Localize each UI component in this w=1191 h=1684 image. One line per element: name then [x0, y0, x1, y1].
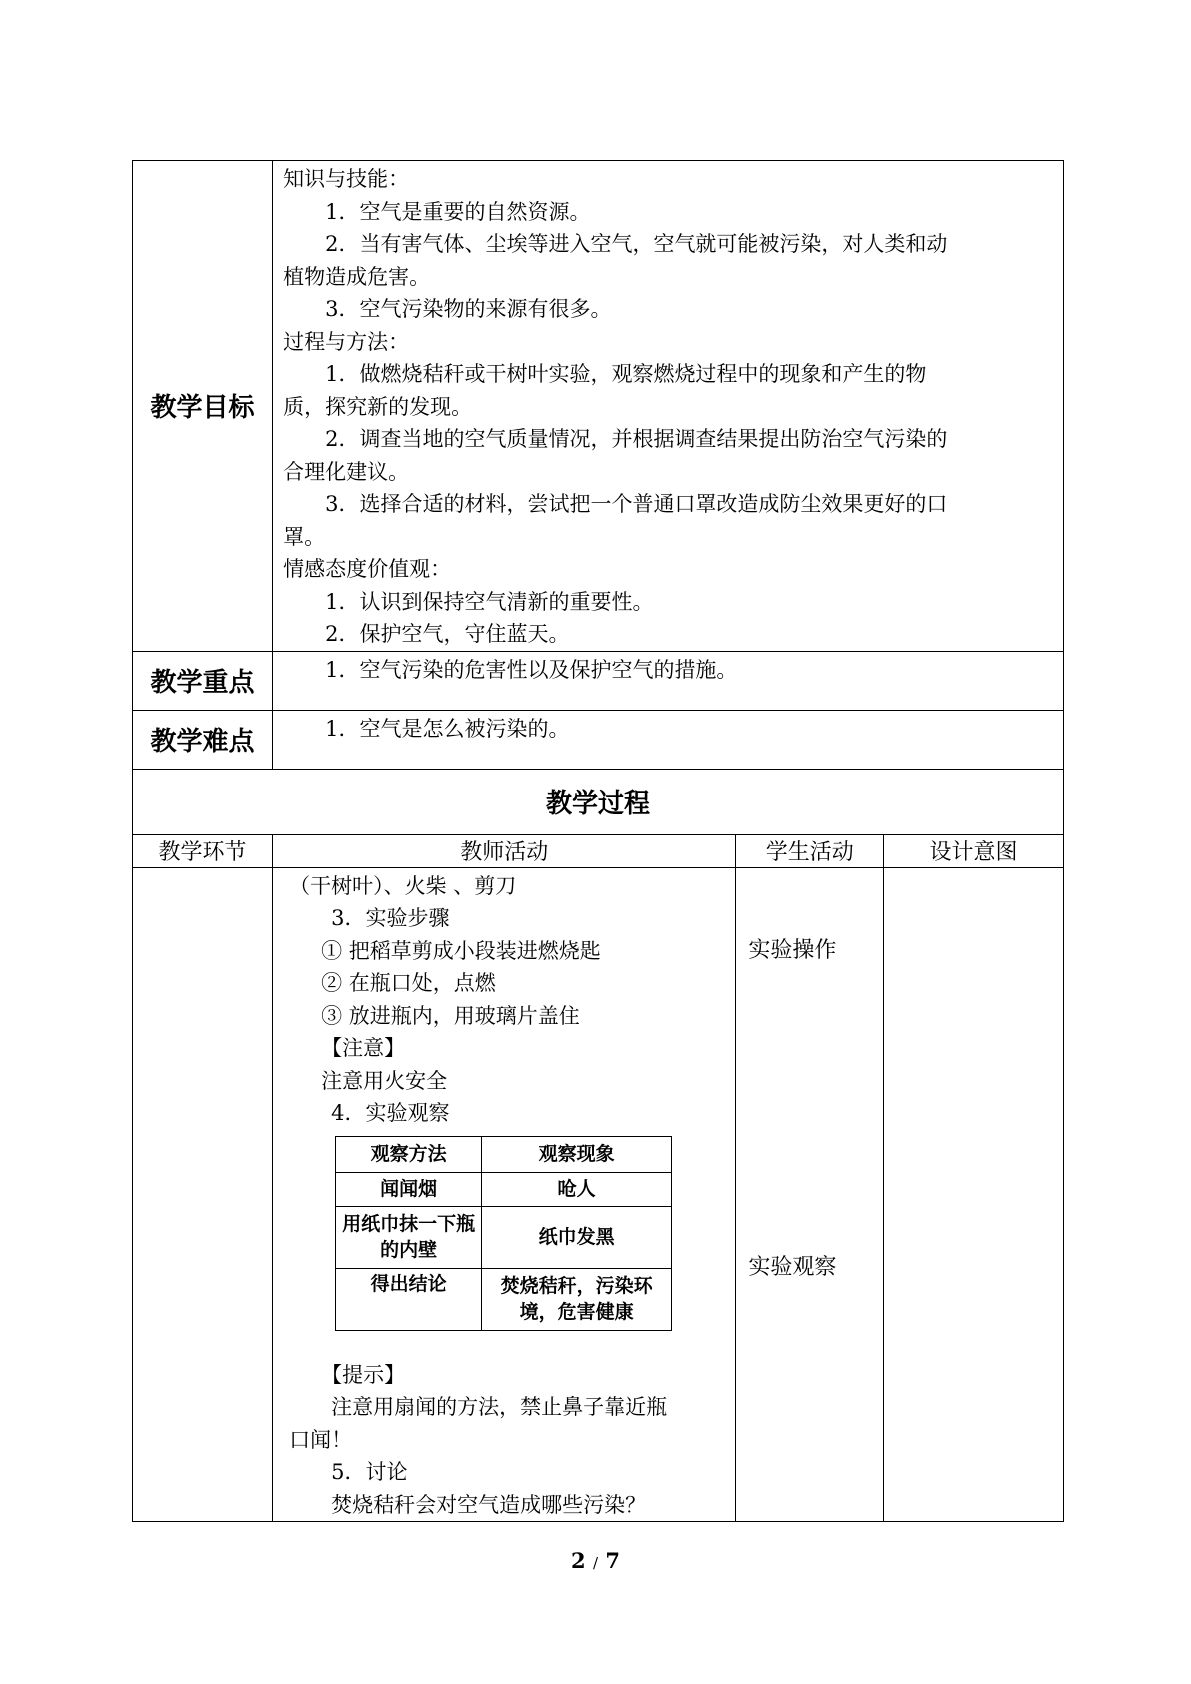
stage-cell [133, 867, 273, 1522]
teacher-notes [289, 1359, 725, 1522]
difficulties-label: 教学难点 [133, 710, 273, 769]
teacher-activity-line: 注意用扇闻的方法，禁止鼻子靠近瓶 [331, 1395, 668, 1419]
observation-phenomenon: 呛人 [482, 1172, 672, 1206]
objective-line: 3．空气污染物的来源有很多。 [325, 297, 612, 321]
teacher-activity-line: 口闻！ [289, 1427, 353, 1452]
objectives-label: 教学目标 [133, 161, 273, 652]
teacher-activity-line: 注意用火安全 [321, 1068, 448, 1093]
objective-line: 植物造成危害。 [283, 264, 431, 289]
teacher-activity-line: 【注意】 [321, 1036, 406, 1060]
teacher-activity-line: 4．实验观察 [331, 1101, 450, 1125]
observation-phenomenon: 纸巾发黑 [482, 1206, 672, 1268]
page-current: 2 [571, 1548, 586, 1573]
page-total: 7 [605, 1548, 620, 1573]
student-activity-operate: 实验操作 [748, 937, 837, 963]
header-stage: 教学环节 [133, 834, 273, 867]
objective-line: 1．做燃烧秸秆或干树叶实验，观察燃烧过程中的现象和产生的物 [325, 362, 927, 386]
teacher-activity-line: ③ 放进瓶内，用玻璃片盖住 [321, 1003, 580, 1028]
objective-line: 2．保护空气，守住蓝天。 [325, 622, 570, 646]
observation-header-method: 观察方法 [336, 1136, 482, 1172]
header-intent: 设计意图 [884, 834, 1064, 867]
objective-line: 质，探究新的发现。 [283, 394, 473, 419]
teacher-activity-line: 5．讨论 [331, 1460, 408, 1484]
difficulties-row [133, 710, 1064, 769]
objectives-content [273, 161, 1064, 652]
lesson-plan-table [132, 160, 1064, 1522]
process-title-row [133, 769, 1064, 834]
observation-phenomenon: 焚烧秸秆，污染环境，危害健康 [482, 1268, 672, 1330]
teacher-activity-cell [273, 867, 736, 1522]
teacher-steps [289, 870, 725, 1130]
teacher-activity-line: ② 在瓶口处，点燃 [321, 971, 496, 995]
teacher-activity-line: 3．实验步骤 [331, 906, 450, 930]
key-points-text: 1．空气污染的危害性以及保护空气的措施。 [325, 657, 738, 682]
observation-method: 得出结论 [336, 1268, 482, 1330]
teacher-activity-line: ① 把稻草剪成小段装进燃烧匙 [321, 938, 601, 963]
objective-line: 合理化建议。 [283, 459, 410, 484]
teacher-activity-line: 焚烧秸秆会对空气造成哪些污染？ [331, 1492, 647, 1517]
observation-row [336, 1206, 672, 1268]
key-points-row [133, 651, 1064, 710]
teacher-activity-line: （干树叶）、火柴 、剪刀 [289, 873, 517, 898]
page-number [0, 1548, 1191, 1573]
student-activity-cell [736, 867, 884, 1522]
objective-line: 知识与技能： [283, 167, 410, 191]
header-teacher: 教师活动 [273, 834, 736, 867]
process-header-row [133, 834, 1064, 867]
observation-table [335, 1136, 672, 1331]
process-body-row [133, 867, 1064, 1522]
difficulties-text: 1．空气是怎么被污染的。 [325, 716, 570, 741]
key-points-content [273, 651, 1064, 710]
observation-row [336, 1268, 672, 1330]
objective-line: 过程与方法： [283, 329, 410, 354]
difficulties-content [273, 710, 1064, 769]
student-activity-observe: 实验观察 [748, 1254, 837, 1280]
objective-line: 1．认识到保持空气清新的重要性。 [325, 589, 654, 614]
teacher-activity-line: 【提示】 [321, 1362, 406, 1387]
observation-row [336, 1172, 672, 1206]
key-points-label: 教学重点 [133, 651, 273, 710]
observation-method: 用纸巾抹一下瓶的内壁 [336, 1206, 482, 1268]
objectives-row [133, 161, 1064, 652]
process-title: 教学过程 [133, 769, 1064, 834]
objective-line: 3．选择合适的材料，尝试把一个普通口罩改造成防尘效果更好的口 [325, 492, 948, 516]
page-separator: / [592, 1554, 599, 1572]
observation-method: 闻闻烟 [336, 1172, 482, 1206]
objective-line: 2．当有害气体、尘埃等进入空气，空气就可能被污染，对人类和动 [325, 232, 948, 256]
design-intent-cell [884, 867, 1064, 1522]
observation-header-phenomenon: 观察现象 [482, 1136, 672, 1172]
objective-line: 情感态度价值观： [283, 557, 452, 581]
objective-line: 2．调查当地的空气质量情况，并根据调查结果提出防治空气污染的 [325, 427, 948, 451]
objective-line: 1．空气是重要的自然资源。 [325, 199, 591, 224]
header-student: 学生活动 [736, 834, 884, 867]
objective-line: 罩。 [283, 524, 326, 549]
observation-header-row [336, 1136, 672, 1172]
